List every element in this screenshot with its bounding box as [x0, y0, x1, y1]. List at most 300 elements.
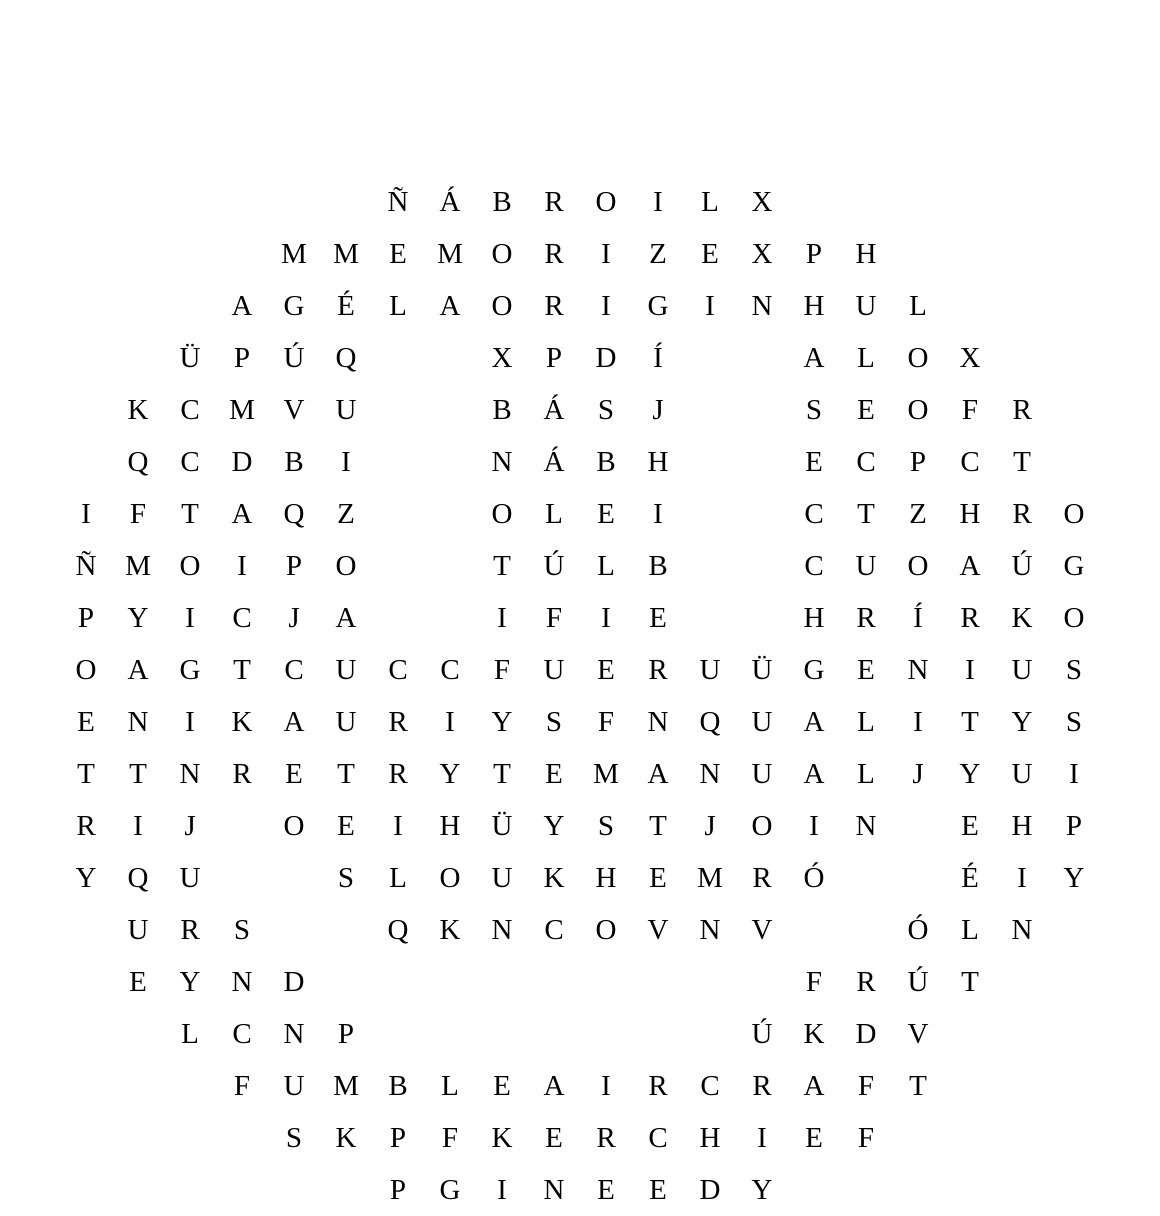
puzzle-cell: J [184, 809, 196, 842]
puzzle-cell: K [127, 393, 149, 426]
puzzle-cell: Y [1063, 861, 1085, 894]
puzzle-cell-empty [476, 956, 528, 1008]
puzzle-cell: R [76, 809, 96, 842]
puzzle-cell-empty [1048, 904, 1100, 956]
puzzle-cell-empty [684, 956, 736, 1008]
puzzle-cell-empty [684, 384, 736, 436]
puzzle-cell: U [283, 1069, 305, 1102]
puzzle-cell: Y [543, 809, 565, 842]
puzzle-cell: L [857, 705, 875, 738]
puzzle-cell-empty [944, 1112, 996, 1164]
puzzle-cell: A [231, 497, 253, 530]
puzzle-cell: J [288, 601, 300, 634]
puzzle-cell-empty [684, 332, 736, 384]
puzzle-cell: D [283, 965, 305, 998]
puzzle-cell-empty [1048, 1060, 1100, 1112]
puzzle-cell: P [233, 341, 251, 374]
puzzle-cell: R [856, 601, 876, 634]
puzzle-cell: G [283, 289, 305, 322]
puzzle-cell: S [1065, 653, 1083, 686]
puzzle-cell: E [597, 497, 615, 530]
puzzle-cell: U [699, 653, 721, 686]
puzzle-cell: O [491, 497, 513, 530]
puzzle-cell: S [337, 861, 355, 894]
puzzle-cell-empty [60, 1112, 112, 1164]
puzzle-cell-empty [580, 956, 632, 1008]
puzzle-cell: R [388, 757, 408, 790]
puzzle-cell: E [961, 809, 979, 842]
puzzle-cell: Ü [179, 341, 201, 374]
puzzle-cell-empty [424, 436, 476, 488]
puzzle-cell: U [1011, 757, 1033, 790]
puzzle-cell: Y [491, 705, 513, 738]
puzzle-cell: Í [653, 341, 663, 374]
puzzle-cell: A [803, 1069, 825, 1102]
puzzle-cell: T [337, 757, 355, 790]
puzzle-cell: G [1063, 549, 1085, 582]
puzzle-cell: R [752, 1069, 772, 1102]
puzzle-cell: Á [543, 445, 565, 478]
puzzle-cell: R [180, 913, 200, 946]
puzzle-cell: M [229, 393, 255, 426]
puzzle-cell: T [493, 549, 511, 582]
puzzle-cell: Q [283, 497, 305, 530]
puzzle-cell: B [284, 445, 304, 478]
puzzle-cell: B [492, 393, 512, 426]
puzzle-cell: I [601, 237, 611, 270]
puzzle-cell: E [337, 809, 355, 842]
puzzle-cell: U [1011, 653, 1033, 686]
puzzle-cell: T [961, 965, 979, 998]
puzzle-cell: V [907, 1017, 929, 1050]
puzzle-cell-empty [112, 228, 164, 280]
puzzle-cell: O [907, 341, 929, 374]
puzzle-cell: I [237, 549, 247, 582]
puzzle-cell: C [232, 601, 252, 634]
puzzle-cell-empty [944, 228, 996, 280]
puzzle-cell-empty [996, 332, 1048, 384]
puzzle-cell: M [593, 757, 619, 790]
puzzle-cell: Z [649, 237, 667, 270]
puzzle-cell: I [497, 601, 507, 634]
puzzle-cell: É [961, 861, 979, 894]
puzzle-cell: Y [959, 757, 981, 790]
puzzle-cell: P [389, 1121, 407, 1154]
puzzle-cell: B [388, 1069, 408, 1102]
puzzle-cell: U [751, 705, 773, 738]
puzzle-cell: J [912, 757, 924, 790]
puzzle-cell: H [439, 809, 461, 842]
puzzle-cell-empty [424, 488, 476, 540]
puzzle-cell: P [285, 549, 303, 582]
puzzle-cell: A [543, 1069, 565, 1102]
puzzle-cell-empty [424, 332, 476, 384]
puzzle-cell: P [545, 341, 563, 374]
puzzle-cell: B [596, 445, 616, 478]
puzzle-cell: K [1011, 601, 1033, 634]
puzzle-cell: K [231, 705, 253, 738]
puzzle-cell: Z [337, 497, 355, 530]
puzzle-cell: N [699, 913, 721, 946]
puzzle-cell: A [231, 289, 253, 322]
puzzle-cell-empty [60, 1164, 112, 1216]
puzzle-cell: Y [75, 861, 97, 894]
puzzle-cell: Q [335, 341, 357, 374]
puzzle-cell-empty [112, 176, 164, 228]
puzzle-cell-empty [112, 280, 164, 332]
puzzle-cell: N [751, 289, 773, 322]
puzzle-cell: E [649, 601, 667, 634]
puzzle-cell: D [699, 1173, 721, 1206]
puzzle-cell: N [231, 965, 253, 998]
puzzle-cell: C [544, 913, 564, 946]
puzzle-cell-empty [580, 1008, 632, 1060]
puzzle-cell-empty [684, 1008, 736, 1060]
puzzle-cell-empty [60, 228, 112, 280]
puzzle-cell-empty [60, 904, 112, 956]
puzzle-cell: I [809, 809, 819, 842]
puzzle-cell-empty [684, 592, 736, 644]
puzzle-cell: M [333, 237, 359, 270]
puzzle-cell-empty [944, 1060, 996, 1112]
puzzle-cell: M [697, 861, 723, 894]
puzzle-cell: T [1013, 445, 1031, 478]
puzzle-cell: I [601, 289, 611, 322]
puzzle-cell: C [284, 653, 304, 686]
puzzle-cell: R [596, 1121, 616, 1154]
puzzle-cell: H [855, 237, 877, 270]
puzzle-cell: Y [179, 965, 201, 998]
puzzle-cell: A [439, 289, 461, 322]
puzzle-cell: O [595, 185, 617, 218]
puzzle-cell-empty [736, 436, 788, 488]
puzzle-cell-empty [944, 176, 996, 228]
puzzle-cell: A [127, 653, 149, 686]
puzzle-cell: L [909, 289, 927, 322]
puzzle-cell-empty [320, 956, 372, 1008]
puzzle-cell: N [647, 705, 669, 738]
puzzle-cell: C [232, 1017, 252, 1050]
puzzle-cell: M [125, 549, 151, 582]
puzzle-cell: T [857, 497, 875, 530]
puzzle-cell: E [857, 393, 875, 426]
puzzle-cell-empty [736, 384, 788, 436]
puzzle-cell: A [647, 757, 669, 790]
puzzle-cell: J [704, 809, 716, 842]
puzzle-cell-empty [164, 176, 216, 228]
puzzle-cell: P [77, 601, 95, 634]
puzzle-cell-empty [1048, 1164, 1100, 1216]
puzzle-cell: L [857, 757, 875, 790]
puzzle-cell-empty [684, 488, 736, 540]
puzzle-cell: Ú [907, 965, 929, 998]
puzzle-cell: H [803, 601, 825, 634]
puzzle-cell-empty [216, 1164, 268, 1216]
puzzle-cell-empty [112, 1060, 164, 1112]
puzzle-cell: I [185, 705, 195, 738]
puzzle-cell: F [493, 653, 511, 686]
puzzle-cell: L [701, 185, 719, 218]
puzzle-cell: N [907, 653, 929, 686]
puzzle-cell-empty [840, 176, 892, 228]
puzzle-cell-empty [996, 280, 1048, 332]
puzzle-cell: E [597, 1173, 615, 1206]
puzzle-cell: Q [387, 913, 409, 946]
puzzle-cell: T [493, 757, 511, 790]
puzzle-cell-empty [372, 436, 424, 488]
puzzle-cell-empty [996, 1164, 1048, 1216]
puzzle-cell-empty [372, 592, 424, 644]
puzzle-cell: R [388, 705, 408, 738]
puzzle-cell: F [857, 1121, 875, 1154]
puzzle-cell: P [337, 1017, 355, 1050]
puzzle-cell-empty [1048, 280, 1100, 332]
puzzle-cell: Ñ [387, 185, 409, 218]
puzzle-cell: V [283, 393, 305, 426]
puzzle-cell-empty [1048, 956, 1100, 1008]
puzzle-cell: Y [751, 1173, 773, 1206]
puzzle-cell: M [333, 1069, 359, 1102]
puzzle-cell: I [393, 809, 403, 842]
puzzle-cell: X [491, 341, 513, 374]
puzzle-cell-empty [736, 332, 788, 384]
puzzle-cell-empty [424, 592, 476, 644]
puzzle-cell: B [492, 185, 512, 218]
puzzle-cell: I [757, 1121, 767, 1154]
puzzle-cell: L [961, 913, 979, 946]
puzzle-cell-empty [112, 1008, 164, 1060]
puzzle-cell: E [493, 1069, 511, 1102]
puzzle-cell: O [751, 809, 773, 842]
puzzle-cell: O [335, 549, 357, 582]
puzzle-cell: D [595, 341, 617, 374]
puzzle-cell: Y [1011, 705, 1033, 738]
puzzle-cell: E [285, 757, 303, 790]
puzzle-cell-empty [268, 1164, 320, 1216]
puzzle-cell: F [129, 497, 147, 530]
puzzle-cell-empty [372, 540, 424, 592]
puzzle-cell-empty [632, 956, 684, 1008]
puzzle-cell: E [129, 965, 147, 998]
puzzle-cell: J [652, 393, 664, 426]
puzzle-cell: R [1012, 393, 1032, 426]
puzzle-cell-empty [840, 904, 892, 956]
puzzle-cell-empty [892, 1164, 944, 1216]
puzzle-cell-empty [944, 1008, 996, 1060]
puzzle-cell: U [127, 913, 149, 946]
puzzle-cell-empty [372, 384, 424, 436]
puzzle-cell: F [857, 1069, 875, 1102]
puzzle-cell: C [700, 1069, 720, 1102]
puzzle-cell: C [960, 445, 980, 478]
puzzle-cell: P [805, 237, 823, 270]
puzzle-cell: F [233, 1069, 251, 1102]
puzzle-grid [60, 176, 1100, 1216]
puzzle-cell: H [803, 289, 825, 322]
puzzle-cell: K [543, 861, 565, 894]
puzzle-cell: H [699, 1121, 721, 1154]
puzzle-cell: S [545, 705, 563, 738]
puzzle-cell: N [491, 445, 513, 478]
puzzle-cell-empty [788, 1164, 840, 1216]
puzzle-cell-empty [1048, 384, 1100, 436]
puzzle-cell: V [647, 913, 669, 946]
puzzle-cell: T [233, 653, 251, 686]
puzzle-cell-empty [372, 1008, 424, 1060]
puzzle-cell: E [77, 705, 95, 738]
puzzle-cell: R [752, 861, 772, 894]
puzzle-cell: I [913, 705, 923, 738]
puzzle-cell: S [1065, 705, 1083, 738]
puzzle-cell: I [133, 809, 143, 842]
puzzle-cell-empty [996, 1112, 1048, 1164]
puzzle-cell-empty [424, 540, 476, 592]
puzzle-cell-empty [736, 488, 788, 540]
puzzle-cell: O [595, 913, 617, 946]
puzzle-cell: O [491, 289, 513, 322]
puzzle-cell-empty [372, 488, 424, 540]
puzzle-cell: R [232, 757, 252, 790]
puzzle-cell-empty [112, 1112, 164, 1164]
puzzle-cell-empty [320, 176, 372, 228]
puzzle-cell-empty [320, 1164, 372, 1216]
puzzle-cell: X [751, 237, 773, 270]
puzzle-cell-empty [892, 228, 944, 280]
puzzle-cell: S [597, 393, 615, 426]
puzzle-cell: P [1065, 809, 1083, 842]
puzzle-cell: Á [543, 393, 565, 426]
puzzle-cell: S [233, 913, 251, 946]
puzzle-cell: Ú [751, 1017, 773, 1050]
puzzle-cell: C [648, 1121, 668, 1154]
puzzle-cell: R [544, 185, 564, 218]
puzzle-cell-empty [60, 176, 112, 228]
puzzle-cell-empty [736, 540, 788, 592]
puzzle-cell-empty [892, 852, 944, 904]
puzzle-cell: K [335, 1121, 357, 1154]
puzzle-cell: F [441, 1121, 459, 1154]
puzzle-cell: R [648, 1069, 668, 1102]
puzzle-cell: F [961, 393, 979, 426]
puzzle-cell: K [439, 913, 461, 946]
puzzle-cell: C [804, 497, 824, 530]
puzzle-cell-empty [788, 176, 840, 228]
puzzle-cell: A [803, 757, 825, 790]
puzzle-cell: G [439, 1173, 461, 1206]
puzzle-cell-empty [164, 1060, 216, 1112]
puzzle-cell-empty [268, 852, 320, 904]
puzzle-cell-empty [372, 332, 424, 384]
puzzle-cell: U [543, 653, 565, 686]
puzzle-cell: C [440, 653, 460, 686]
puzzle-cell: O [179, 549, 201, 582]
puzzle-cell-empty [424, 956, 476, 1008]
puzzle-cell-empty [840, 1164, 892, 1216]
puzzle-cell-empty [996, 228, 1048, 280]
puzzle-cell: É [337, 289, 355, 322]
puzzle-cell: T [909, 1069, 927, 1102]
puzzle-cell: I [1069, 757, 1079, 790]
puzzle-cell: A [335, 601, 357, 634]
puzzle-cell: U [179, 861, 201, 894]
puzzle-cell: R [1012, 497, 1032, 530]
puzzle-cell: S [285, 1121, 303, 1154]
puzzle-cell: Y [127, 601, 149, 634]
puzzle-cell: O [439, 861, 461, 894]
puzzle-cell: R [648, 653, 668, 686]
puzzle-cell-empty [424, 1008, 476, 1060]
puzzle-cell: A [803, 341, 825, 374]
puzzle-cell: E [389, 237, 407, 270]
puzzle-cell-empty [268, 176, 320, 228]
puzzle-cell: O [1063, 497, 1085, 530]
puzzle-cell: N [491, 913, 513, 946]
puzzle-cell: L [597, 549, 615, 582]
puzzle-cell: Ñ [75, 549, 97, 582]
puzzle-cell: Ó [907, 913, 929, 946]
puzzle-cell: N [699, 757, 721, 790]
puzzle-cell: K [803, 1017, 825, 1050]
puzzle-cell-empty [60, 384, 112, 436]
puzzle-cell: E [649, 1173, 667, 1206]
puzzle-cell: M [281, 237, 307, 270]
puzzle-cell: M [437, 237, 463, 270]
puzzle-cell: E [649, 861, 667, 894]
puzzle-cell: Y [439, 757, 461, 790]
puzzle-cell: L [857, 341, 875, 374]
puzzle-cell-empty [736, 592, 788, 644]
puzzle-cell: G [803, 653, 825, 686]
puzzle-cell: N [127, 705, 149, 738]
puzzle-cell: B [648, 549, 668, 582]
puzzle-cell-empty [60, 1008, 112, 1060]
puzzle-cell: I [601, 601, 611, 634]
puzzle-cell: T [129, 757, 147, 790]
puzzle-cell: U [335, 705, 357, 738]
puzzle-cell-empty [268, 904, 320, 956]
puzzle-cell: Ó [803, 861, 825, 894]
puzzle-cell: U [855, 289, 877, 322]
puzzle-cell: Ú [283, 341, 305, 374]
puzzle-cell: N [1011, 913, 1033, 946]
puzzle-cell-empty [60, 436, 112, 488]
puzzle-cell-empty [1048, 176, 1100, 228]
puzzle-cell: Q [699, 705, 721, 738]
puzzle-cell-empty [892, 1112, 944, 1164]
puzzle-cell: O [75, 653, 97, 686]
puzzle-cell: I [1017, 861, 1027, 894]
puzzle-cell-empty [944, 1164, 996, 1216]
puzzle-cell: X [959, 341, 981, 374]
puzzle-cell: P [909, 445, 927, 478]
puzzle-cell: D [855, 1017, 877, 1050]
puzzle-cell: U [335, 393, 357, 426]
puzzle-cell: L [441, 1069, 459, 1102]
puzzle-cell: I [185, 601, 195, 634]
puzzle-cell: H [1011, 809, 1033, 842]
puzzle-cell: A [803, 705, 825, 738]
puzzle-cell: R [544, 237, 564, 270]
puzzle-cell: O [283, 809, 305, 842]
puzzle-cell-empty [996, 1060, 1048, 1112]
puzzle-cell-empty [528, 956, 580, 1008]
puzzle-cell-empty [164, 280, 216, 332]
puzzle-cell: I [445, 705, 455, 738]
puzzle-cell-empty [216, 228, 268, 280]
puzzle-cell: G [647, 289, 669, 322]
puzzle-cell: T [77, 757, 95, 790]
puzzle-cell: I [653, 185, 663, 218]
